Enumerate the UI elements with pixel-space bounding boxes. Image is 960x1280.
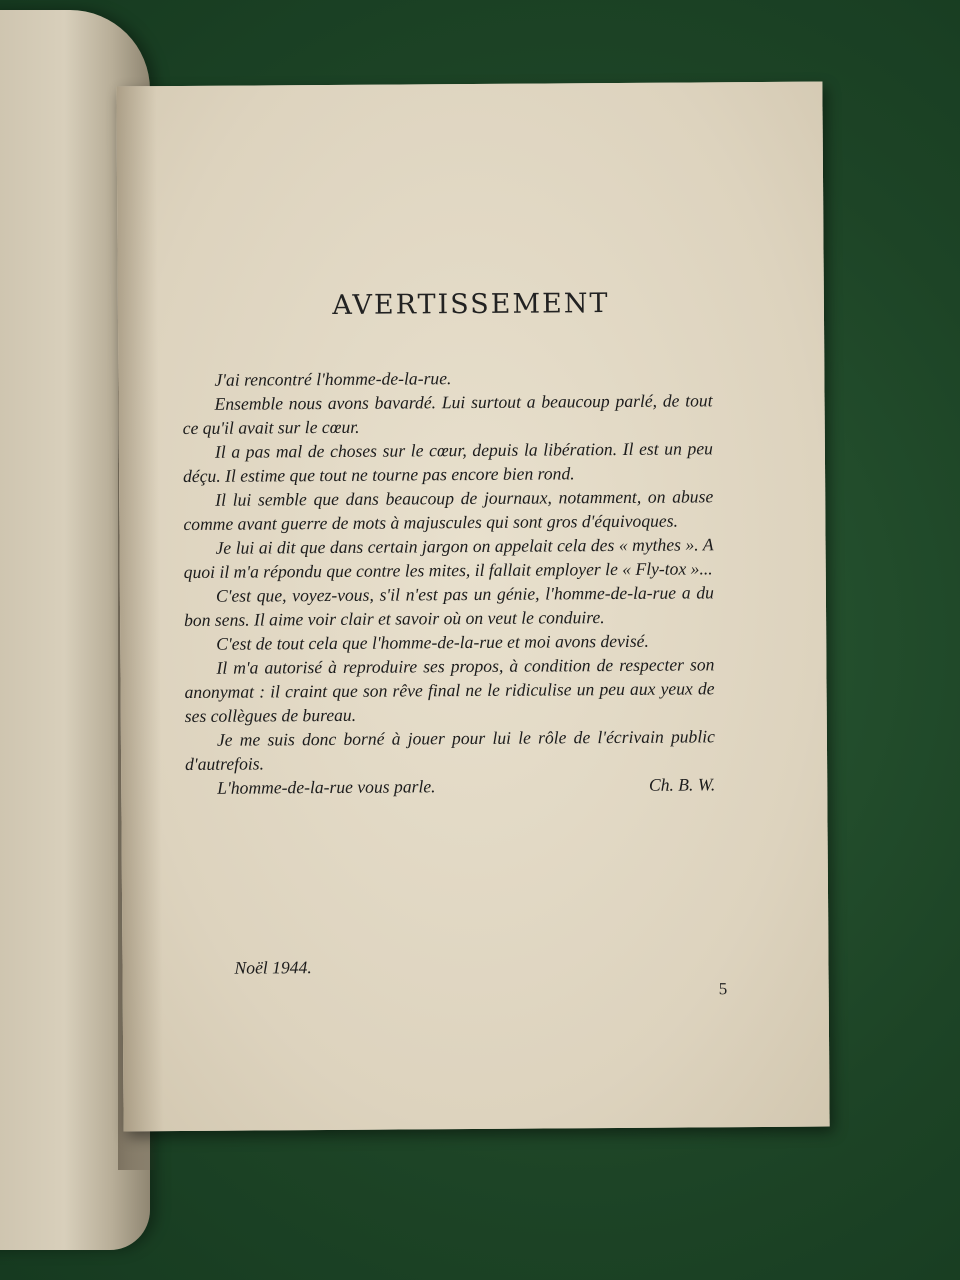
body-text — [182, 364, 715, 800]
paragraph: C'est de tout cela que l'homme-de-la-rue et moi avons devisé. — [216, 630, 649, 654]
paragraph: J'ai rencontré l'homme-de-la-rue. — [214, 368, 452, 390]
paragraph: Je lui ai dit que dans certain jargon on appelait cela des « mythes ». A quoi il m'a répondu que contre les mites, il fallait employer le « Fly-tox »... — [183, 534, 714, 583]
signoff-line — [185, 772, 715, 800]
paragraph: Il lui semble que dans beaucoup de journaux, notamment, on abuse comme avant guerre de mots à majuscules qui sont gros d'équivoques. — [183, 486, 714, 535]
paragraph: Je me suis donc borné à jouer pour lui le rôle de l'écrivain public d'autrefois. — [185, 726, 715, 775]
date-line: Noël 1944. — [234, 957, 312, 978]
page-number: 5 — [718, 979, 728, 999]
closing-line: L'homme-de-la-rue vous parle. — [217, 776, 436, 798]
page-gutter-shadow — [116, 86, 163, 1131]
author-signature: Ch. B. W. — [648, 774, 716, 795]
paragraph: Il a pas mal de choses sur le cœur, depuis la libération. Il est un peu déçu. Il estime que tout ne tourne pas encore bien rond. — [183, 438, 713, 487]
book-page — [116, 82, 829, 1132]
paragraph: C'est que, voyez-vous, s'il n'est pas un génie, l'homme-de-la-rue a du bon sens. Il aime voir clair et savoir où on veut le conduire. — [184, 582, 714, 631]
paragraph: Ensemble nous avons bavardé. Lui surtout a beaucoup parlé, de tout ce qu'il avait sur le cœur. — [182, 390, 713, 439]
page-title: AVERTISSEMENT — [332, 288, 610, 321]
paragraph: Il m'a autorisé à reproduire ses propos, à condition de respecter son anonymat : il craint que son rêve final ne le ridiculise un peu aux yeux de ses collègues de bureau. — [184, 654, 715, 727]
